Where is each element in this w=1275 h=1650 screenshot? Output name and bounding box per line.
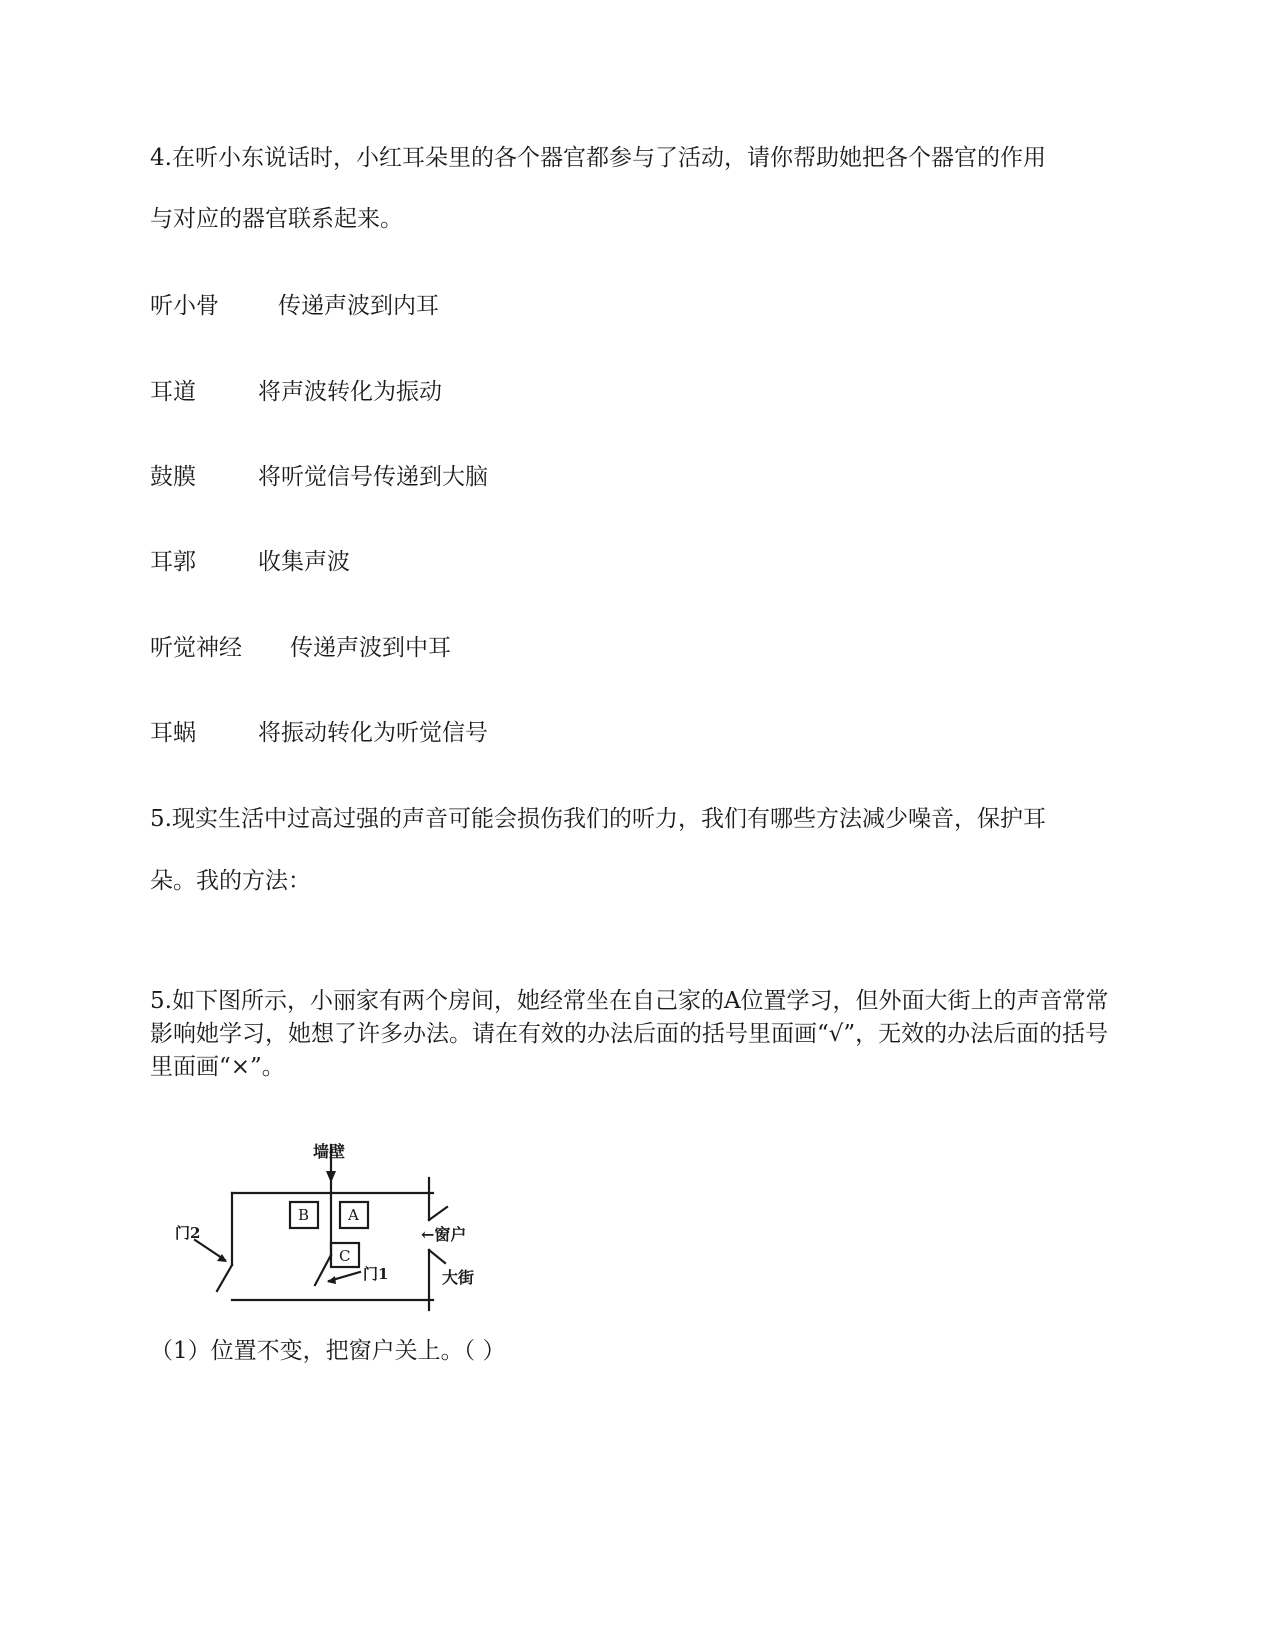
q5a-line-2: 朵。我的方法： — [150, 868, 311, 894]
q5b-paragraph: 5.如下图所示，小丽家有两个房间，她经常坐在自己家的A位置学习，但外面大街上的声音常常影响她学习，她想了许多办法。请在有效的办法后面的括号里面画“√”，无效的办法后面的括号里面画“×”。 — [150, 988, 1109, 1080]
q4-line-1: 4.在听小东说话时，小红耳朵里的各个器官都参与了活动，请你帮助她把各个器官的作用 — [150, 145, 1046, 171]
matching-row-2 — [150, 377, 442, 407]
organ-label: 鼓膜 — [150, 464, 196, 490]
organ-label: 听觉神经 — [150, 635, 242, 661]
q4-line-2: 与对应的器官联系起来。 — [150, 206, 403, 232]
sub-question-1: （1）位置不变，把窗户关上。（ ） — [150, 1338, 506, 1364]
matching-row-1 — [150, 291, 439, 321]
matching-row-4 — [150, 547, 350, 577]
window-label: ←窗户 — [421, 1225, 467, 1244]
organ-label: 耳蜗 — [150, 720, 196, 746]
organ-label: 耳郭 — [150, 549, 196, 575]
door-1-arrow-head — [327, 1276, 336, 1284]
window-leaf-bottom — [429, 1250, 445, 1263]
box-a-label: A — [348, 1206, 359, 1224]
room-floor-plan — [175, 1135, 525, 1340]
matching-row-5 — [150, 633, 451, 663]
function-label: 收集声波 — [258, 549, 350, 575]
door-2-label: 门2 — [175, 1224, 201, 1242]
function-label: 将听觉信号传递到大脑 — [258, 464, 488, 490]
door-2-leaf — [217, 1265, 232, 1291]
matching-row-3 — [150, 462, 488, 492]
box-c-label: C — [339, 1247, 351, 1265]
organ-label: 耳道 — [150, 379, 196, 405]
function-label: 将振动转化为听觉信号 — [258, 720, 488, 746]
street-label: 大街 — [442, 1268, 475, 1287]
function-label: 传递声波到内耳 — [278, 293, 439, 319]
organ-label: 听小骨 — [150, 293, 219, 319]
function-label: 将声波转化为振动 — [258, 379, 442, 405]
box-b-label: B — [298, 1206, 310, 1224]
wall-arrow-head — [326, 1171, 336, 1183]
window-leaf-top — [429, 1207, 447, 1220]
function-label: 传递声波到中耳 — [290, 635, 451, 661]
q5a-line-1: 5.现实生活中过高过强的声音可能会损伤我们的听力，我们有哪些方法减少噪音，保护耳 — [150, 806, 1046, 832]
matching-row-6 — [150, 718, 488, 748]
door-1-label: 门1 — [363, 1265, 389, 1283]
wall-label: 墙壁 — [313, 1142, 346, 1161]
